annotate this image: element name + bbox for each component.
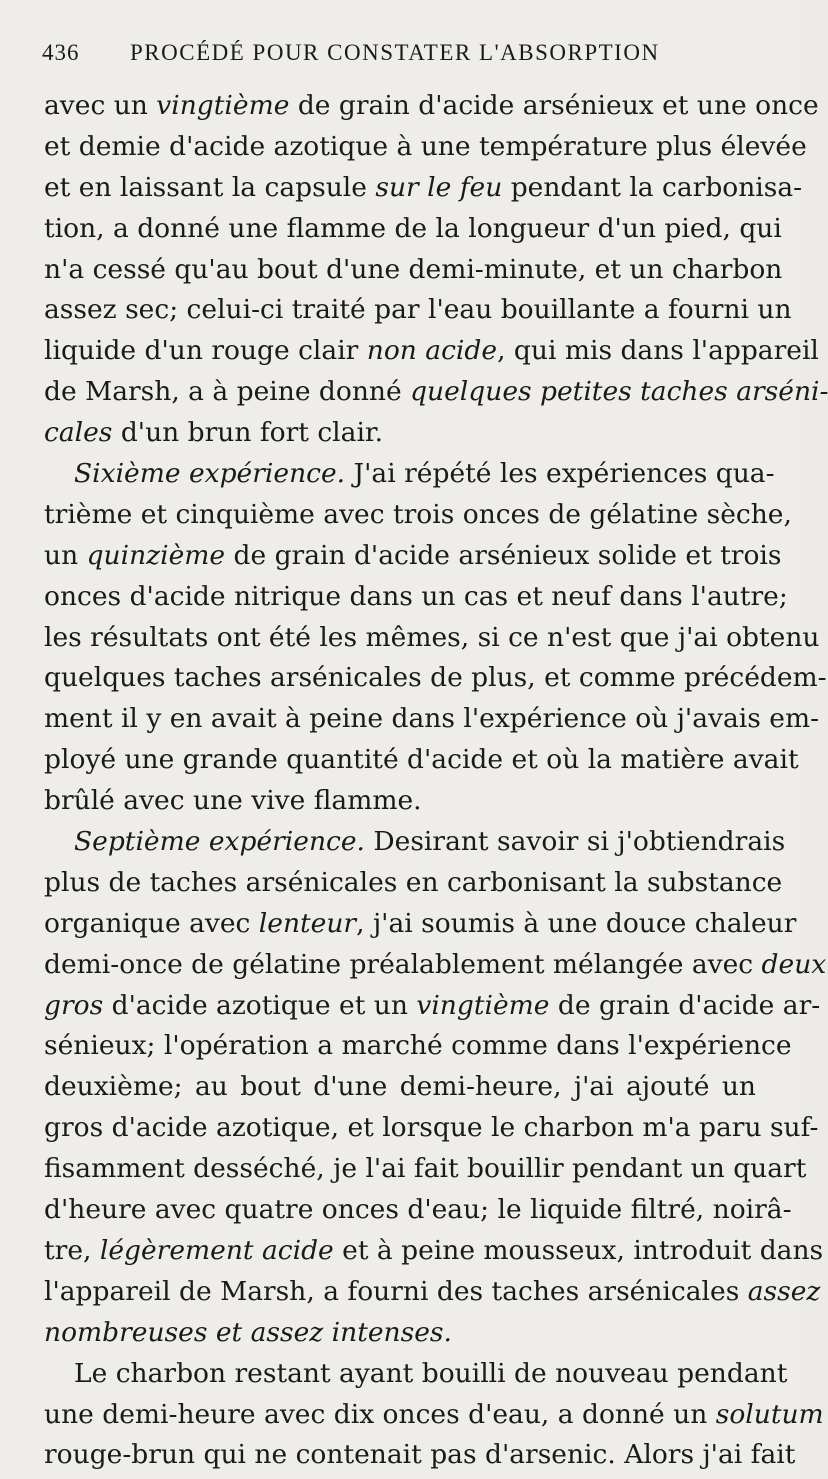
text-segment: , j'ai soumis à une douce chaleur (356, 907, 797, 939)
text-segment: et demie d'acide azotique à une température plus élevée (44, 130, 807, 162)
text-line (44, 1026, 792, 1067)
text-line (44, 250, 783, 291)
text-line (44, 904, 797, 945)
text-segment: d'un brun fort clair. (112, 417, 384, 449)
text-segment: plus de taches arsénicales en carbonisant la substance (44, 866, 783, 898)
running-head: PROCÉDÉ POUR CONSTATER L'ABSORPTION (130, 40, 660, 65)
italic-text: vingtième (416, 989, 550, 1021)
text-segment: une demi-heure avec dix onces d'eau, a donné un (44, 1398, 716, 1430)
text-line (44, 699, 820, 740)
page-header (42, 40, 762, 76)
text-segment: de grain d'acide arsénieux et une once (289, 90, 819, 121)
text-line (44, 290, 792, 331)
italic-text: Sixième expérience. (74, 458, 346, 490)
body-text (44, 86, 828, 1476)
text-line (44, 495, 792, 536)
text-segment: liquide d'un rouge clair (44, 335, 367, 367)
italic-text: assez (747, 1275, 821, 1307)
text-line (44, 986, 821, 1027)
text-segment: de grain d'acide arsénieux solide et trois (225, 539, 782, 571)
text-segment: de Marsh, a à peine donné (44, 376, 411, 408)
text-line (44, 1190, 792, 1231)
text-segment: organique avec (44, 907, 259, 939)
text-segment: Le charbon restant ayant bouilli de nouveau pendant (74, 1357, 788, 1389)
text-line (44, 413, 756, 454)
text-segment: d'acide azotique et un (103, 989, 417, 1021)
text-line (44, 945, 827, 986)
text-line (44, 1231, 824, 1272)
text-line (44, 658, 827, 699)
italic-text: vingtième (156, 90, 290, 121)
text-segment: d'heure avec quatre onces d'eau; le liquide filtré, noirâ- (44, 1194, 792, 1226)
text-line (44, 168, 803, 209)
text-segment: n'a cessé qu'au bout d'une demi-minute, et un charbon (44, 253, 783, 285)
text-segment: ployé une grande quantité d'acide et où la matière avait (44, 744, 799, 776)
text-line (44, 331, 819, 372)
text-segment: brûlé avec une vive flamme. (44, 785, 422, 817)
text-segment: demi-once de gélatine préalablement mélangée avec (44, 948, 762, 980)
text-line (44, 1435, 796, 1476)
text-segment: rouge-brun qui ne contenait pas d'arsenic. Alors j'ai fait (44, 1439, 796, 1471)
text-segment: gros d'acide azotique, et lorsque le charbon m'a paru suf- (44, 1112, 819, 1144)
italic-text: solutum (715, 1398, 824, 1430)
text-segment: les résultats ont été les mêmes, si ce n'est que j'ai obtenu (44, 621, 820, 653)
text-segment: fisamment desséché, je l'ai fait bouillir pendant un quart (44, 1153, 807, 1185)
text-segment: J'ai répété les expériences qua- (345, 458, 775, 490)
text-line (44, 86, 819, 127)
text-segment: deuxième; au bout d'une demi-heure, j'ai ajouté un (44, 1071, 756, 1103)
text-segment: , qui mis dans l'appareil (497, 335, 819, 367)
text-segment: de grain d'acide ar- (549, 989, 821, 1021)
text-line (44, 1313, 756, 1354)
text-line (44, 577, 788, 618)
text-line (44, 781, 756, 822)
italic-text: nombreuses et assez intenses. (44, 1316, 452, 1348)
italic-text: non acide (366, 335, 498, 367)
text-segment: un (44, 539, 87, 571)
italic-text: deux (761, 948, 827, 980)
italic-text: légèrement acide (99, 1234, 334, 1266)
text-segment: et à peine mousseux, introduit dans (333, 1234, 824, 1266)
text-line (44, 1354, 788, 1395)
text-segment: sénieux; l'opération a marché comme dans l'expérience (44, 1030, 792, 1062)
text-line (44, 822, 786, 863)
text-line (44, 209, 782, 250)
text-line (44, 1272, 821, 1313)
text-segment: tre, (44, 1234, 100, 1266)
text-segment: tion, a donné une flamme de la longueur d'un pied, qui (44, 212, 782, 244)
text-segment: pendant la carbonisa- (502, 171, 803, 203)
text-line (44, 740, 799, 781)
italic-text: sur le feu (375, 171, 503, 203)
text-line (44, 618, 820, 659)
text-segment: assez sec; celui-ci traité par l'eau bouillante a fourni un (44, 294, 792, 326)
text-line (44, 454, 775, 495)
text-segment: l'appareil de Marsh, a fourni des taches arsénicales (44, 1275, 748, 1307)
text-line (44, 1108, 819, 1149)
text-segment: avec un (44, 90, 157, 121)
text-line (44, 1395, 824, 1436)
text-segment: trième et cinquième avec trois onces de gélatine sèche, (44, 498, 792, 530)
text-segment: et en laissant la capsule (44, 171, 376, 203)
text-segment: quelques taches arsénicales de plus, et comme précédem- (44, 662, 827, 694)
text-segment: ment il y en avait à peine dans l'expérience où j'avais em- (44, 703, 820, 735)
text-line (44, 127, 807, 168)
italic-text: gros (44, 989, 104, 1021)
text-line (44, 536, 782, 577)
italic-text: lenteur (258, 907, 357, 939)
text-line (44, 1067, 756, 1108)
italic-text: quinzième (86, 539, 226, 571)
text-line (44, 372, 828, 413)
text-segment: Desirant savoir si j'obtiendrais (364, 826, 786, 858)
page-number: 436 (42, 40, 80, 65)
text-segment: onces d'acide nitrique dans un cas et neuf dans l'autre; (44, 580, 788, 612)
italic-text: cales (44, 417, 113, 449)
italic-text: Septième expérience. (74, 826, 365, 858)
text-line (44, 1149, 807, 1190)
text-line (44, 863, 783, 904)
italic-text: quelques petites taches arséni- (410, 376, 828, 408)
